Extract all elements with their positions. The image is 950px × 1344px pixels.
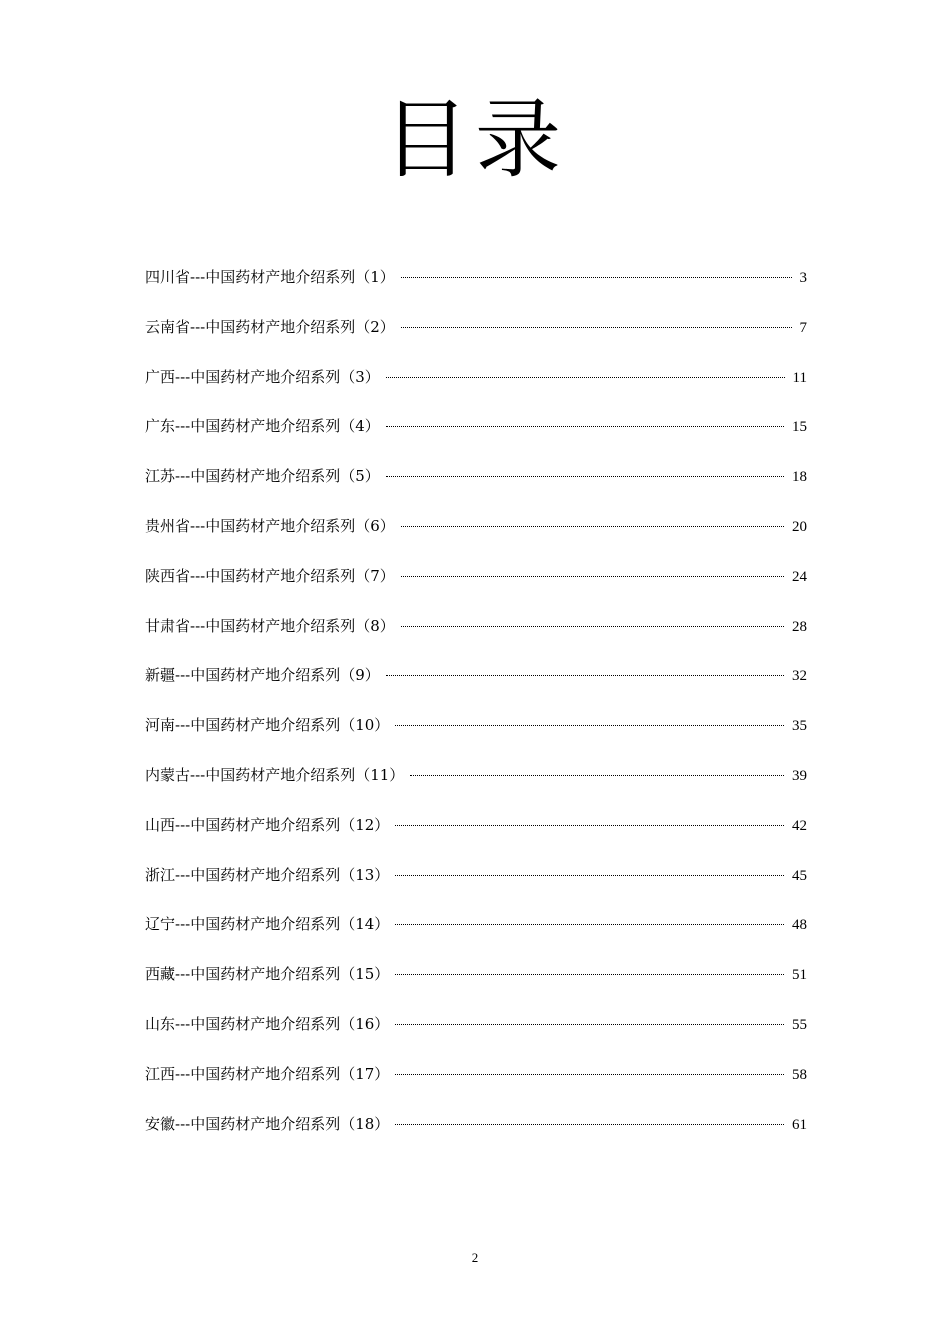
toc-leader-dots — [395, 1124, 784, 1125]
toc-entry-page: 32 — [792, 668, 807, 685]
toc-leader-dots — [386, 476, 784, 477]
toc-entry-page: 7 — [799, 319, 807, 336]
toc-entry-label: 西藏---中国药材产地介绍系列（15） — [145, 965, 390, 984]
toc-leader-dots — [410, 775, 784, 776]
toc-leader-dots — [395, 825, 784, 826]
toc-entry-page: 3 — [799, 270, 807, 286]
toc-entry[interactable] — [145, 315, 807, 365]
toc-entry[interactable] — [145, 1012, 807, 1062]
toc-entry[interactable] — [145, 713, 807, 763]
toc-entry-page: 18 — [792, 469, 807, 486]
toc-entry[interactable] — [145, 763, 807, 813]
toc-leader-dots — [386, 377, 785, 378]
toc-entry-page: 39 — [792, 767, 807, 784]
toc-entry-label: 广西---中国药材产地介绍系列（3） — [145, 367, 380, 386]
toc-entry-page: 48 — [792, 917, 807, 934]
toc-leader-dots — [401, 277, 792, 278]
page-number: 2 — [471, 1250, 479, 1265]
toc-entry-label: 山西---中国药材产地介绍系列（12） — [145, 815, 390, 834]
toc-entry[interactable] — [145, 265, 807, 315]
toc-leader-dots — [401, 576, 784, 577]
toc-entry-page: 35 — [792, 718, 807, 735]
toc-entry-label: 浙江---中国药材产地介绍系列（13） — [145, 865, 390, 884]
toc-entry-label: 江西---中国药材产地介绍系列（17） — [145, 1064, 390, 1083]
toc-leader-dots — [395, 924, 784, 925]
toc-leader-dots — [395, 725, 784, 726]
toc-entry-label: 新疆---中国药材产地介绍系列（9） — [145, 666, 380, 685]
toc-entry-label: 陕西省---中国药材产地介绍系列（7） — [145, 566, 395, 585]
toc-entry[interactable] — [145, 1062, 807, 1112]
toc-entry-label: 四川省---中国药材产地介绍系列（1） — [145, 268, 395, 286]
toc-entry-label: 安徽---中国药材产地介绍系列（18） — [145, 1114, 390, 1133]
toc-leader-dots — [395, 1024, 784, 1025]
toc-entry-page: 15 — [792, 419, 807, 436]
toc-entry-label: 云南省---中国药材产地介绍系列（2） — [145, 317, 395, 336]
toc-entry-label: 江苏---中国药材产地介绍系列（5） — [145, 467, 380, 486]
toc-entry[interactable] — [145, 663, 807, 713]
toc-entry-page: 51 — [792, 967, 807, 984]
toc-entry[interactable] — [145, 464, 807, 514]
toc-entry-label: 甘肃省---中国药材产地介绍系列（8） — [145, 616, 395, 635]
toc-entry-label: 辽宁---中国药材产地介绍系列（14） — [145, 915, 390, 934]
toc-entry[interactable] — [145, 912, 807, 962]
toc-entry[interactable] — [145, 614, 807, 664]
toc-entry[interactable] — [145, 962, 807, 1012]
toc-entry[interactable] — [145, 813, 807, 863]
toc-leader-dots — [401, 526, 784, 527]
toc-entry-label: 贵州省---中国药材产地介绍系列（6） — [145, 516, 395, 535]
toc-leader-dots — [395, 1074, 784, 1075]
toc-leader-dots — [386, 426, 784, 427]
toc-entry-page: 11 — [792, 369, 807, 386]
toc-entry[interactable] — [145, 514, 807, 564]
toc-entry[interactable] — [145, 863, 807, 913]
table-of-contents — [145, 265, 807, 1161]
toc-leader-dots — [395, 875, 784, 876]
toc-entry[interactable] — [145, 564, 807, 614]
toc-entry-label: 广东---中国药材产地介绍系列（4） — [145, 417, 380, 436]
toc-entry[interactable] — [145, 1112, 807, 1162]
toc-leader-dots — [401, 626, 784, 627]
toc-entry-page: 28 — [792, 618, 807, 635]
toc-entry-page: 58 — [792, 1066, 807, 1083]
toc-entry-page: 61 — [792, 1116, 807, 1133]
toc-entry[interactable] — [145, 365, 807, 415]
toc-entry-page: 20 — [792, 518, 807, 535]
toc-entry-label: 河南---中国药材产地介绍系列（10） — [145, 716, 390, 735]
toc-leader-dots — [401, 327, 792, 328]
toc-entry-page: 45 — [792, 867, 807, 884]
toc-leader-dots — [386, 675, 784, 676]
toc-entry-label: 内蒙古---中国药材产地介绍系列（11） — [145, 765, 405, 784]
toc-entry-page: 55 — [792, 1016, 807, 1033]
page-title: 目录 — [383, 90, 567, 190]
toc-entry-page: 42 — [792, 817, 807, 834]
toc-entry[interactable] — [145, 414, 807, 464]
toc-entry-label: 山东---中国药材产地介绍系列（16） — [145, 1014, 390, 1033]
toc-leader-dots — [395, 974, 784, 975]
toc-entry-page: 24 — [792, 568, 807, 585]
